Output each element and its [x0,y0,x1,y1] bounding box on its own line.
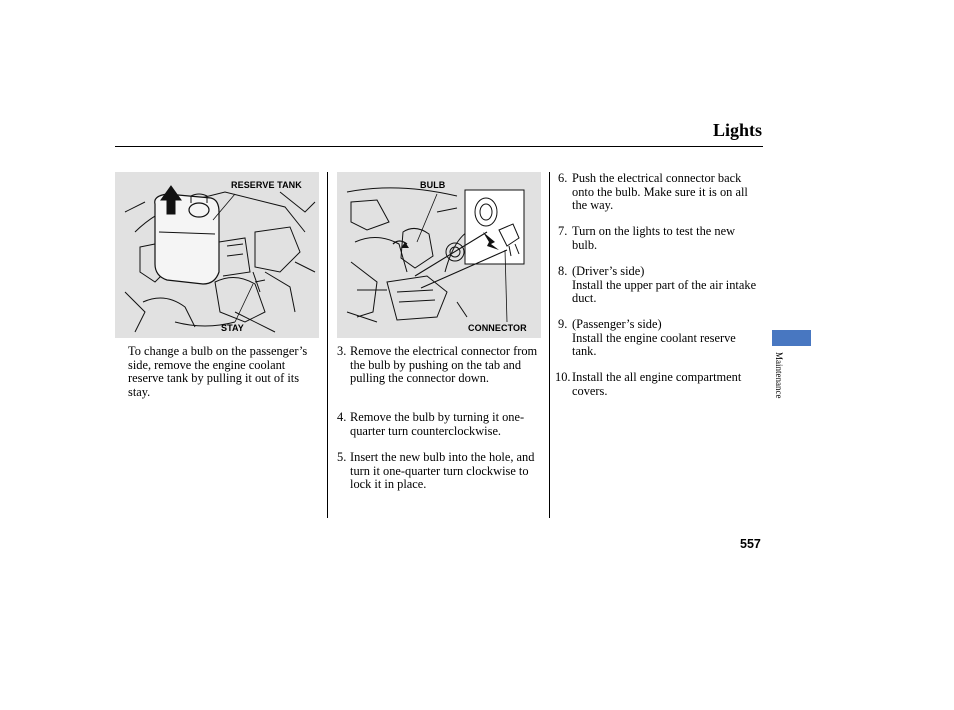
step-5 [337,451,541,492]
column-divider-2 [549,172,550,518]
step-text-detail: Install the upper part of the air intake duct. [572,277,757,305]
step-9 [558,318,763,359]
step-text-detail: Install the engine coolant reserve tank. [572,330,736,358]
label-reserve-tank: RESERVE TANK [231,180,302,190]
reserve-tank-illustration [115,172,319,338]
step-number: 8. [558,264,568,278]
step-text: (Driver’s side) [572,264,645,278]
step-3 [337,345,541,386]
section-label: Maintenance [774,352,784,399]
figure-bulb-connector [337,172,541,338]
label-bulb: BULB [420,180,446,190]
step-7 [558,225,763,252]
step-number: 9. [558,317,568,331]
step-8 [558,265,763,306]
step-number: 7. [558,224,568,238]
bulb-connector-illustration [337,172,541,338]
step-text: Push the electrical connector back onto the bulb. Make sure it is on all the way. [572,171,748,212]
step-text: Install the all engine compartment covers. [572,370,742,398]
step-number: 4. [337,410,347,424]
label-connector: CONNECTOR [468,323,527,333]
step-number: 10. [555,370,571,384]
step-text: (Passenger’s side) [572,317,662,331]
column-divider-1 [327,172,328,518]
page-title: Lights [712,120,762,140]
step-text: Remove the electrical connector from the bulb by pushing on the tab and pulling the connector down. [350,344,538,385]
figure-reserve-tank [115,172,319,338]
step-number: 6. [558,171,568,185]
step-number: 3. [337,344,347,358]
step-text: Turn on the lights to test the new bulb. [572,224,736,252]
title-rule [115,146,763,147]
step-4 [337,411,541,438]
step-number: 5. [337,450,347,464]
step-6 [558,172,763,213]
step-text: Insert the new bulb into the hole, and turn it one-quarter turn clockwise to lock it in place. [350,450,535,491]
page-number: 557 [740,537,761,551]
intro-paragraph: To change a bulb on the passenger’s side, remove the engine coolant reserve tank by pulling it out of its stay. [128,344,308,399]
step-10 [555,371,763,398]
step-text: Remove the bulb by turning it one-quarter turn counterclockwise. [350,410,525,438]
label-stay: STAY [221,323,244,333]
section-tab-marker [772,330,811,346]
